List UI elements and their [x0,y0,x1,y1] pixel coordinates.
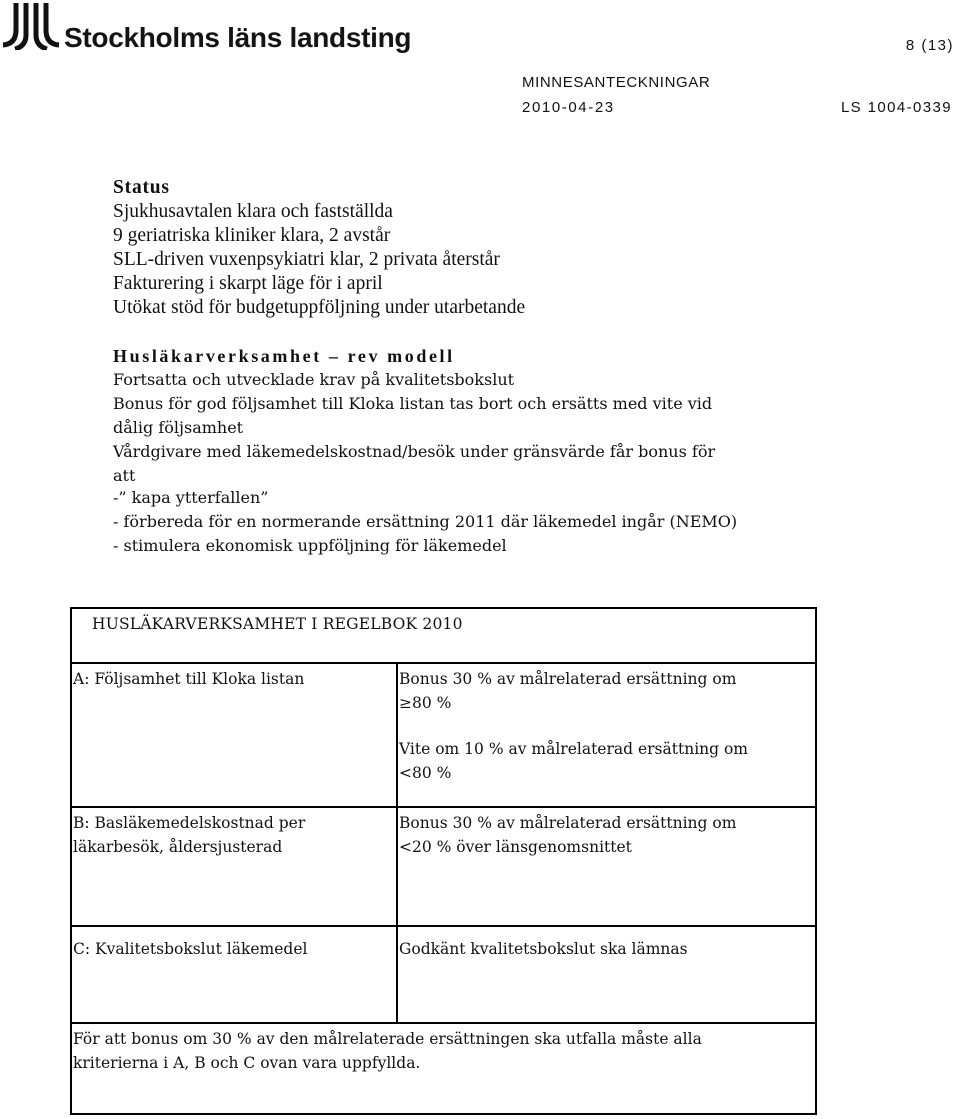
section-line: - förbereda för en normerande ersättning 2011 där läkemedel ingår (NEMO) [113,512,738,531]
criterion-b-line: B: Basläkemedelskostnad per [73,814,306,832]
status-section [113,176,525,320]
criterion-b-terms [399,811,813,859]
section-line: Bonus för god följsamhet till Kloka listan tas bort och ersätts med vite vid [113,394,713,413]
table-row-a [72,662,815,806]
section-line: -” kapa ytterfallen” [113,488,269,507]
document-reference: LS 1004-0339 [840,99,952,116]
criterion-c: C: Kvalitetsbokslut läkemedel [73,940,308,958]
footer-note [73,1027,702,1075]
page-number: 8 (13) [905,37,954,54]
document-type: MINNESANTECKNINGAR [522,74,711,91]
section-line: - stimulera ekonomisk uppföljning för läkemedel [113,536,507,555]
footer-line: För att bonus om 30 % av den målrelaterade ersättningen ska utfalla måste alla [73,1030,702,1048]
table-row-c [72,925,815,1022]
criterion-c-requirement: Godkänt kvalitetsbokslut ska lämnas [399,940,688,958]
status-line: Sjukhusavtalen klara och fastställda [113,201,393,222]
status-heading: Status [113,177,170,198]
table-title: HUSLÄKARVERKSAMHET I REGELBOK 2010 [92,615,463,633]
section-line: Vårdgivare med läkemedelskostnad/besök under gränsvärde får bonus för [113,442,716,461]
penalty-threshold: <80 % [399,764,452,782]
husläkarverksamhet-heading: Husläkarverksamhet – rev modell [113,346,455,366]
bonus-threshold: <20 % över länsgenomsnittet [399,838,632,856]
bonus-threshold: ≥80 % [399,694,452,712]
document-date: 2010-04-23 [522,99,615,116]
status-line: 9 geriatriska kliniker klara, 2 avstår [113,225,391,246]
section-line: dålig följsamhet [113,418,244,437]
table-row-b [72,806,815,925]
bonus-line: Bonus 30 % av målrelaterad ersättning om [399,814,737,832]
sll-logo-icon [2,2,60,50]
penalty-line: Vite om 10 % av målrelaterad ersättning om [399,740,749,758]
criterion-b-line: läkarbesök, åldersjusterad [73,838,283,856]
criterion-b [73,811,393,859]
criterion-a-terms [399,667,813,785]
criterion-a: A: Följsamhet till Kloka listan [73,670,305,688]
footer-line: kriterierna i A, B och C ovan vara uppfyllda. [73,1054,421,1072]
regelbok-table [70,607,817,1115]
table-footer-row [72,1022,815,1117]
status-line: SLL-driven vuxenpsykiatri klar, 2 privata återstår [113,249,500,270]
status-line: Fakturering i skarpt läge för i april [113,273,383,294]
organization-name: Stockholms läns landsting [64,22,412,53]
section-line: Fortsatta och utvecklade krav på kvalitetsbokslut [113,370,515,389]
section-line: att [113,466,136,485]
bonus-line: Bonus 30 % av målrelaterad ersättning om [399,670,737,688]
status-line: Utökat stöd för budgetuppföljning under utarbetande [113,297,526,318]
husläkarverksamhet-section [113,344,737,558]
